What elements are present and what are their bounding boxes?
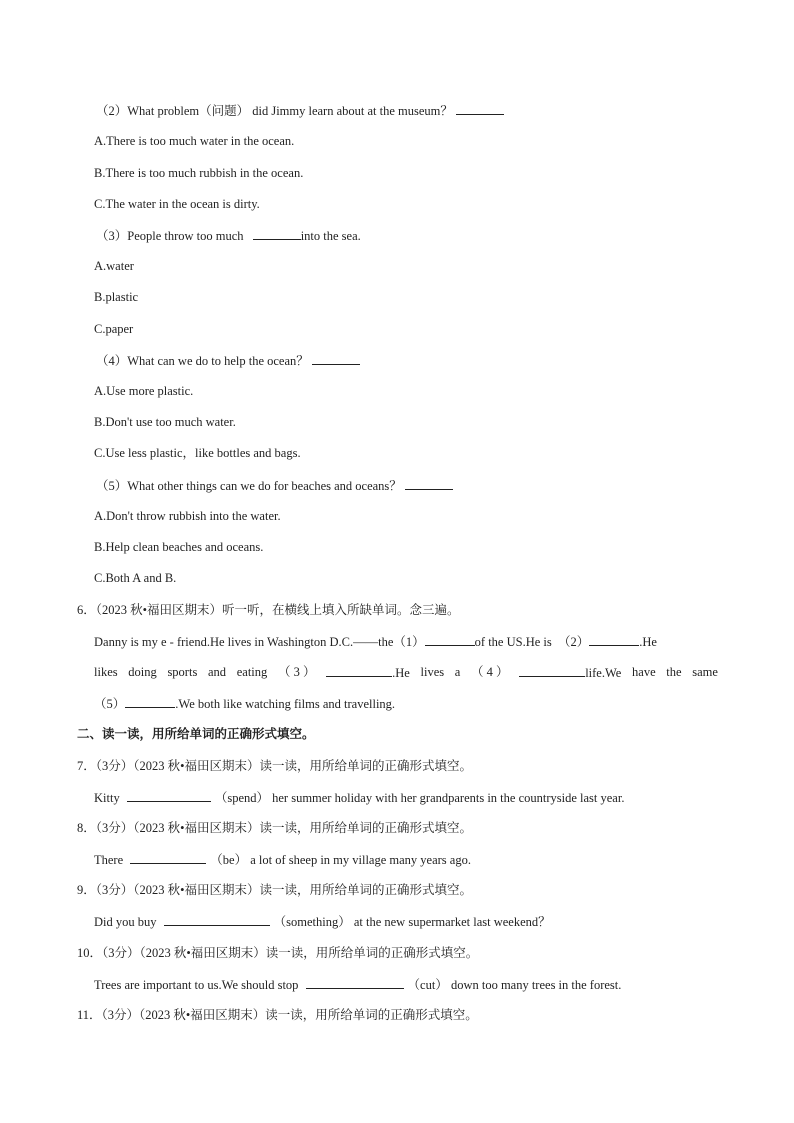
q11-header: 11．（3分）（2023 秋•福田区期末）读一读，用所给单词的正确形式填空。 — [77, 1008, 478, 1022]
q8-text-after: （be） a lot of sheep in my village many years ago. — [210, 853, 471, 867]
q8-header: 8．（3分）（2023 秋•福田区期末）读一读，用所给单词的正确形式填空。 — [77, 821, 473, 835]
q6-word: life.We — [585, 666, 622, 680]
q6-word: eating — [236, 665, 268, 679]
q5-2-option-a: A.There is too much water in the ocean. — [94, 134, 295, 148]
q6-word: sports — [167, 665, 198, 679]
q9-text: Did you buy — [94, 915, 160, 929]
q6-header: 6．（2023 秋•福田区期末）听一听，在横线上填入所缺单词。念三遍。 — [77, 603, 460, 617]
q5-2-stem — [96, 102, 504, 119]
answer-blank[interactable] — [405, 477, 453, 490]
q6-word: （ 4 ） — [471, 665, 509, 679]
answer-blank[interactable] — [164, 913, 270, 926]
q6-passage-line-1 — [94, 633, 657, 650]
q5-2-option-c: C.The water in the ocean is dirty. — [94, 197, 260, 211]
q10-text-after: （cut） down too many trees in the forest. — [407, 978, 622, 992]
q5-4-stem — [96, 352, 360, 369]
q8-text: There — [94, 853, 127, 867]
q6-text: Danny is my e - friend.He lives in Washington D.C.——the（1） — [94, 635, 425, 649]
q5-3-option-a: A.water — [94, 259, 134, 273]
q6-word: lives — [420, 665, 445, 679]
q6-word: doing — [128, 665, 157, 679]
answer-blank[interactable] — [130, 851, 206, 864]
answer-blank[interactable] — [127, 789, 211, 802]
q6-word: likes — [94, 665, 118, 679]
q5-4-option-c: C.Use less plastic，like bottles and bags. — [94, 446, 301, 460]
answer-blank-5[interactable] — [125, 695, 175, 708]
q5-5-option-b: B.Help clean beaches and oceans. — [94, 540, 264, 554]
answer-blank-1[interactable] — [425, 633, 475, 646]
q6-word: （ 3 ） — [277, 665, 316, 679]
answer-blank-3[interactable] — [326, 664, 392, 677]
q7-text: Kitty — [94, 791, 123, 805]
q6-word: the — [666, 665, 682, 679]
answer-blank[interactable] — [456, 102, 504, 115]
q6-passage-line-2 — [94, 664, 718, 681]
q5-5-option-c: C.Both A and B. — [94, 571, 177, 585]
q5-5-text: （5）What other things can we do for beaches and oceans？ — [96, 479, 405, 493]
q7-text-after: （spend） her summer holiday with her grandparents in the countryside last year. — [214, 791, 625, 805]
q6-word: have — [632, 665, 656, 679]
q5-3-option-b: B.plastic — [94, 290, 139, 304]
q10-sentence — [94, 976, 621, 993]
q8-sentence — [94, 851, 471, 868]
q5-5-option-a: A.Don't throw rubbish into the water. — [94, 509, 281, 523]
q6-word: and — [207, 665, 227, 679]
section-heading: 二、读一读，用所给单词的正确形式填空。 — [77, 727, 315, 741]
q5-4-text: （4）What can we do to help the ocean？ — [96, 354, 312, 368]
answer-blank[interactable] — [312, 352, 360, 365]
q6-blank-group — [519, 664, 621, 681]
answer-blank-2[interactable] — [589, 633, 639, 646]
answer-blank[interactable] — [253, 227, 301, 240]
q6-passage-line-3 — [94, 695, 395, 712]
q5-3-stem — [96, 227, 361, 244]
q9-header: 9．（3分）（2023 秋•福田区期末）读一读，用所给单词的正确形式填空。 — [77, 883, 473, 897]
q5-3-option-c: C.paper — [94, 322, 134, 336]
q10-header: 10．（3分）（2023 秋•福田区期末）读一读，用所给单词的正确形式填空。 — [77, 946, 479, 960]
answer-blank-4[interactable] — [519, 664, 585, 677]
q5-5-stem — [96, 477, 453, 494]
q6-word: a — [454, 665, 461, 679]
q6-text: .He — [639, 635, 657, 649]
answer-blank[interactable] — [306, 976, 404, 989]
q7-sentence — [94, 789, 624, 806]
q6-text: （2） — [558, 635, 590, 649]
q6-blank-group — [326, 664, 410, 681]
q10-text: Trees are important to us.We should stop — [94, 978, 302, 992]
q6-text: of the US.He is — [474, 635, 552, 649]
q6-word: .He — [392, 666, 410, 680]
q5-3-text-after: into the sea. — [300, 229, 361, 243]
q7-header: 7．（3分）（2023 秋•福田区期末）读一读，用所给单词的正确形式填空。 — [77, 759, 473, 773]
q5-2-option-b: B.There is too much rubbish in the ocean. — [94, 166, 304, 180]
q6-word: same — [692, 665, 718, 679]
q6-text: .We both like watching films and travelling. — [175, 697, 396, 711]
q9-sentence — [94, 913, 551, 930]
q5-4-option-a: A.Use more plastic. — [94, 384, 194, 398]
q9-text-after: （something） at the new supermarket last weekend？ — [273, 915, 551, 929]
q5-2-text: （2）What problem（问题） did Jimmy learn about at the museum？ — [96, 104, 457, 118]
q5-3-text: （3）People throw too much — [96, 229, 247, 243]
q6-text: （5） — [94, 697, 126, 711]
q5-4-option-b: B.Don't use too much water. — [94, 415, 236, 429]
